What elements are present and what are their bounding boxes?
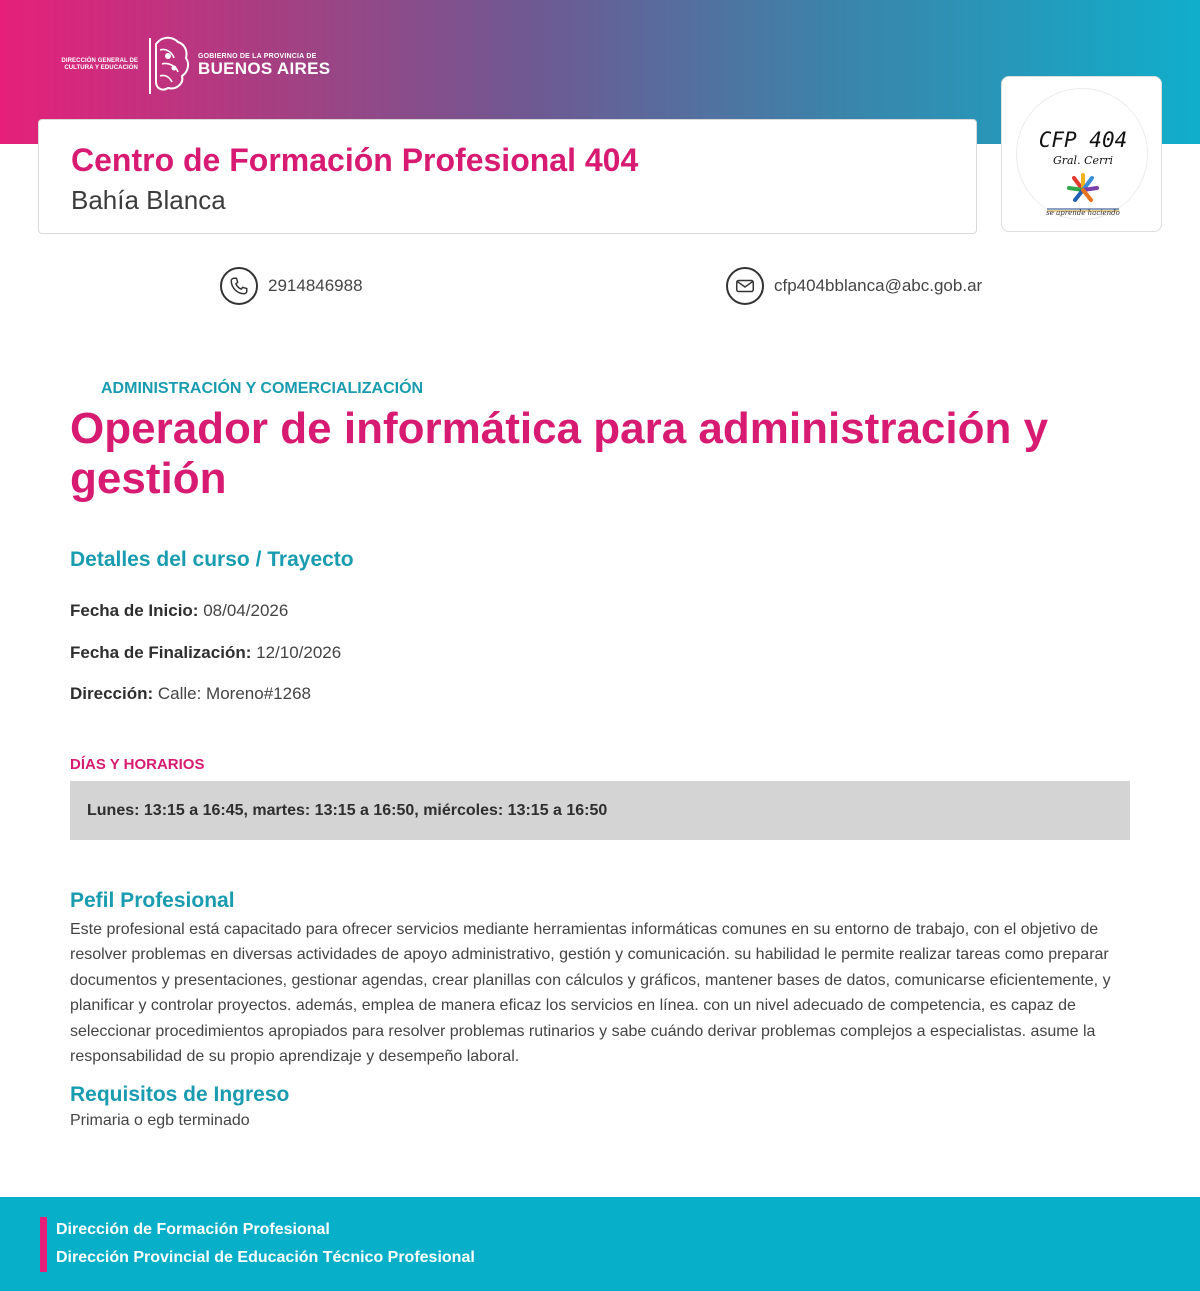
footer-line-2: Dirección Provincial de Educación Técnico Profesional bbox=[56, 1249, 475, 1266]
logo-title: CFP 404 bbox=[1038, 128, 1127, 152]
government-logo bbox=[58, 34, 330, 96]
hands-icon bbox=[1069, 175, 1097, 200]
email-address[interactable]: cfp404bblanca@abc.gob.ar bbox=[774, 276, 983, 295]
schedule-label: DÍAS Y HORARIOS bbox=[70, 756, 205, 773]
footer-accent-bar bbox=[40, 1217, 47, 1272]
end-date-label: Fecha de Finalización: bbox=[70, 643, 252, 662]
footer bbox=[0, 1197, 1200, 1291]
course-title: Operador de informática para administración y gestión bbox=[70, 404, 1049, 503]
requirements-heading: Requisitos de Ingreso bbox=[70, 1083, 290, 1106]
address-value: Calle: Moreno#1268 bbox=[157, 684, 311, 703]
end-date-value: 12/10/2026 bbox=[256, 643, 342, 662]
phone-number[interactable]: 2914846988 bbox=[268, 276, 363, 295]
course-category: ADMINISTRACIÓN Y COMERCIALIZACIÓN bbox=[101, 380, 424, 397]
profile-text: Este profesional está capacitado para ofrecer servicios mediante herramientas informáticas comunes en su entorno de trabajo, con el objetivo de resolver problemas en diversas actividades de apoyo administrativo, gestión y comunicación. su habilidad le permite realizar tareas como preparar documentos y presentaciones, gestionar agendas, crear planillas con cálculos y gráficos, mantener bases de datos, comunicarse eficientemente, y planificar y controlar proyectos. además, emplea de manera eficaz los servicios en línea. con un nivel adecuado de competencia, es capaz de seleccionar procedimientos apropiados para resolver problemas rutinarios y sabe cuándo derivar problemas complejos a especialistas. asume la responsabilidad de su propio aprendizaje y desempeño laboral. bbox=[70, 921, 1111, 1066]
email-contact bbox=[726, 267, 982, 305]
start-date-row bbox=[70, 601, 288, 621]
start-date-label: Fecha de Inicio: bbox=[70, 601, 199, 620]
start-date-value: 08/04/2026 bbox=[203, 601, 289, 620]
center-logo-card bbox=[1001, 76, 1162, 232]
profile-heading: Pefil Profesional bbox=[70, 889, 235, 912]
logo-subtitle: Gral. Cerri bbox=[1052, 154, 1113, 167]
center-logo bbox=[1016, 88, 1148, 220]
phone-icon bbox=[220, 267, 258, 305]
phone-contact bbox=[220, 267, 363, 305]
footer-line-1: Dirección de Formación Profesional bbox=[56, 1221, 330, 1238]
address-label: Dirección: bbox=[70, 684, 154, 703]
center-city: Bahía Blanca bbox=[71, 185, 226, 215]
gov-name-small: GOBIERNO DE LA PROVINCIA DE bbox=[198, 53, 317, 60]
schedule-value: Lunes: 13:15 a 16:45, martes: 13:15 a 16:50, miércoles: 13:15 a 16:50 bbox=[87, 801, 608, 819]
gov-direction-text: DIRECCIÓN GENERAL DE CULTURA Y EDUCACIÓN bbox=[61, 58, 138, 71]
details-heading: Detalles del curso / Trayecto bbox=[70, 548, 354, 571]
logo-motto: se aprende haciendo bbox=[1045, 209, 1120, 217]
requirements-text: Primaria o egb terminado bbox=[70, 1112, 250, 1129]
center-name: Centro de Formación Profesional 404 bbox=[71, 142, 639, 178]
envelope-icon bbox=[726, 267, 764, 305]
schedule-box bbox=[70, 781, 1130, 840]
end-date-row bbox=[70, 643, 341, 663]
gov-name-big: BUENOS AIRES bbox=[198, 59, 331, 78]
province-emblem-icon bbox=[148, 34, 192, 96]
center-title-card bbox=[38, 119, 977, 234]
address-row bbox=[70, 684, 311, 704]
